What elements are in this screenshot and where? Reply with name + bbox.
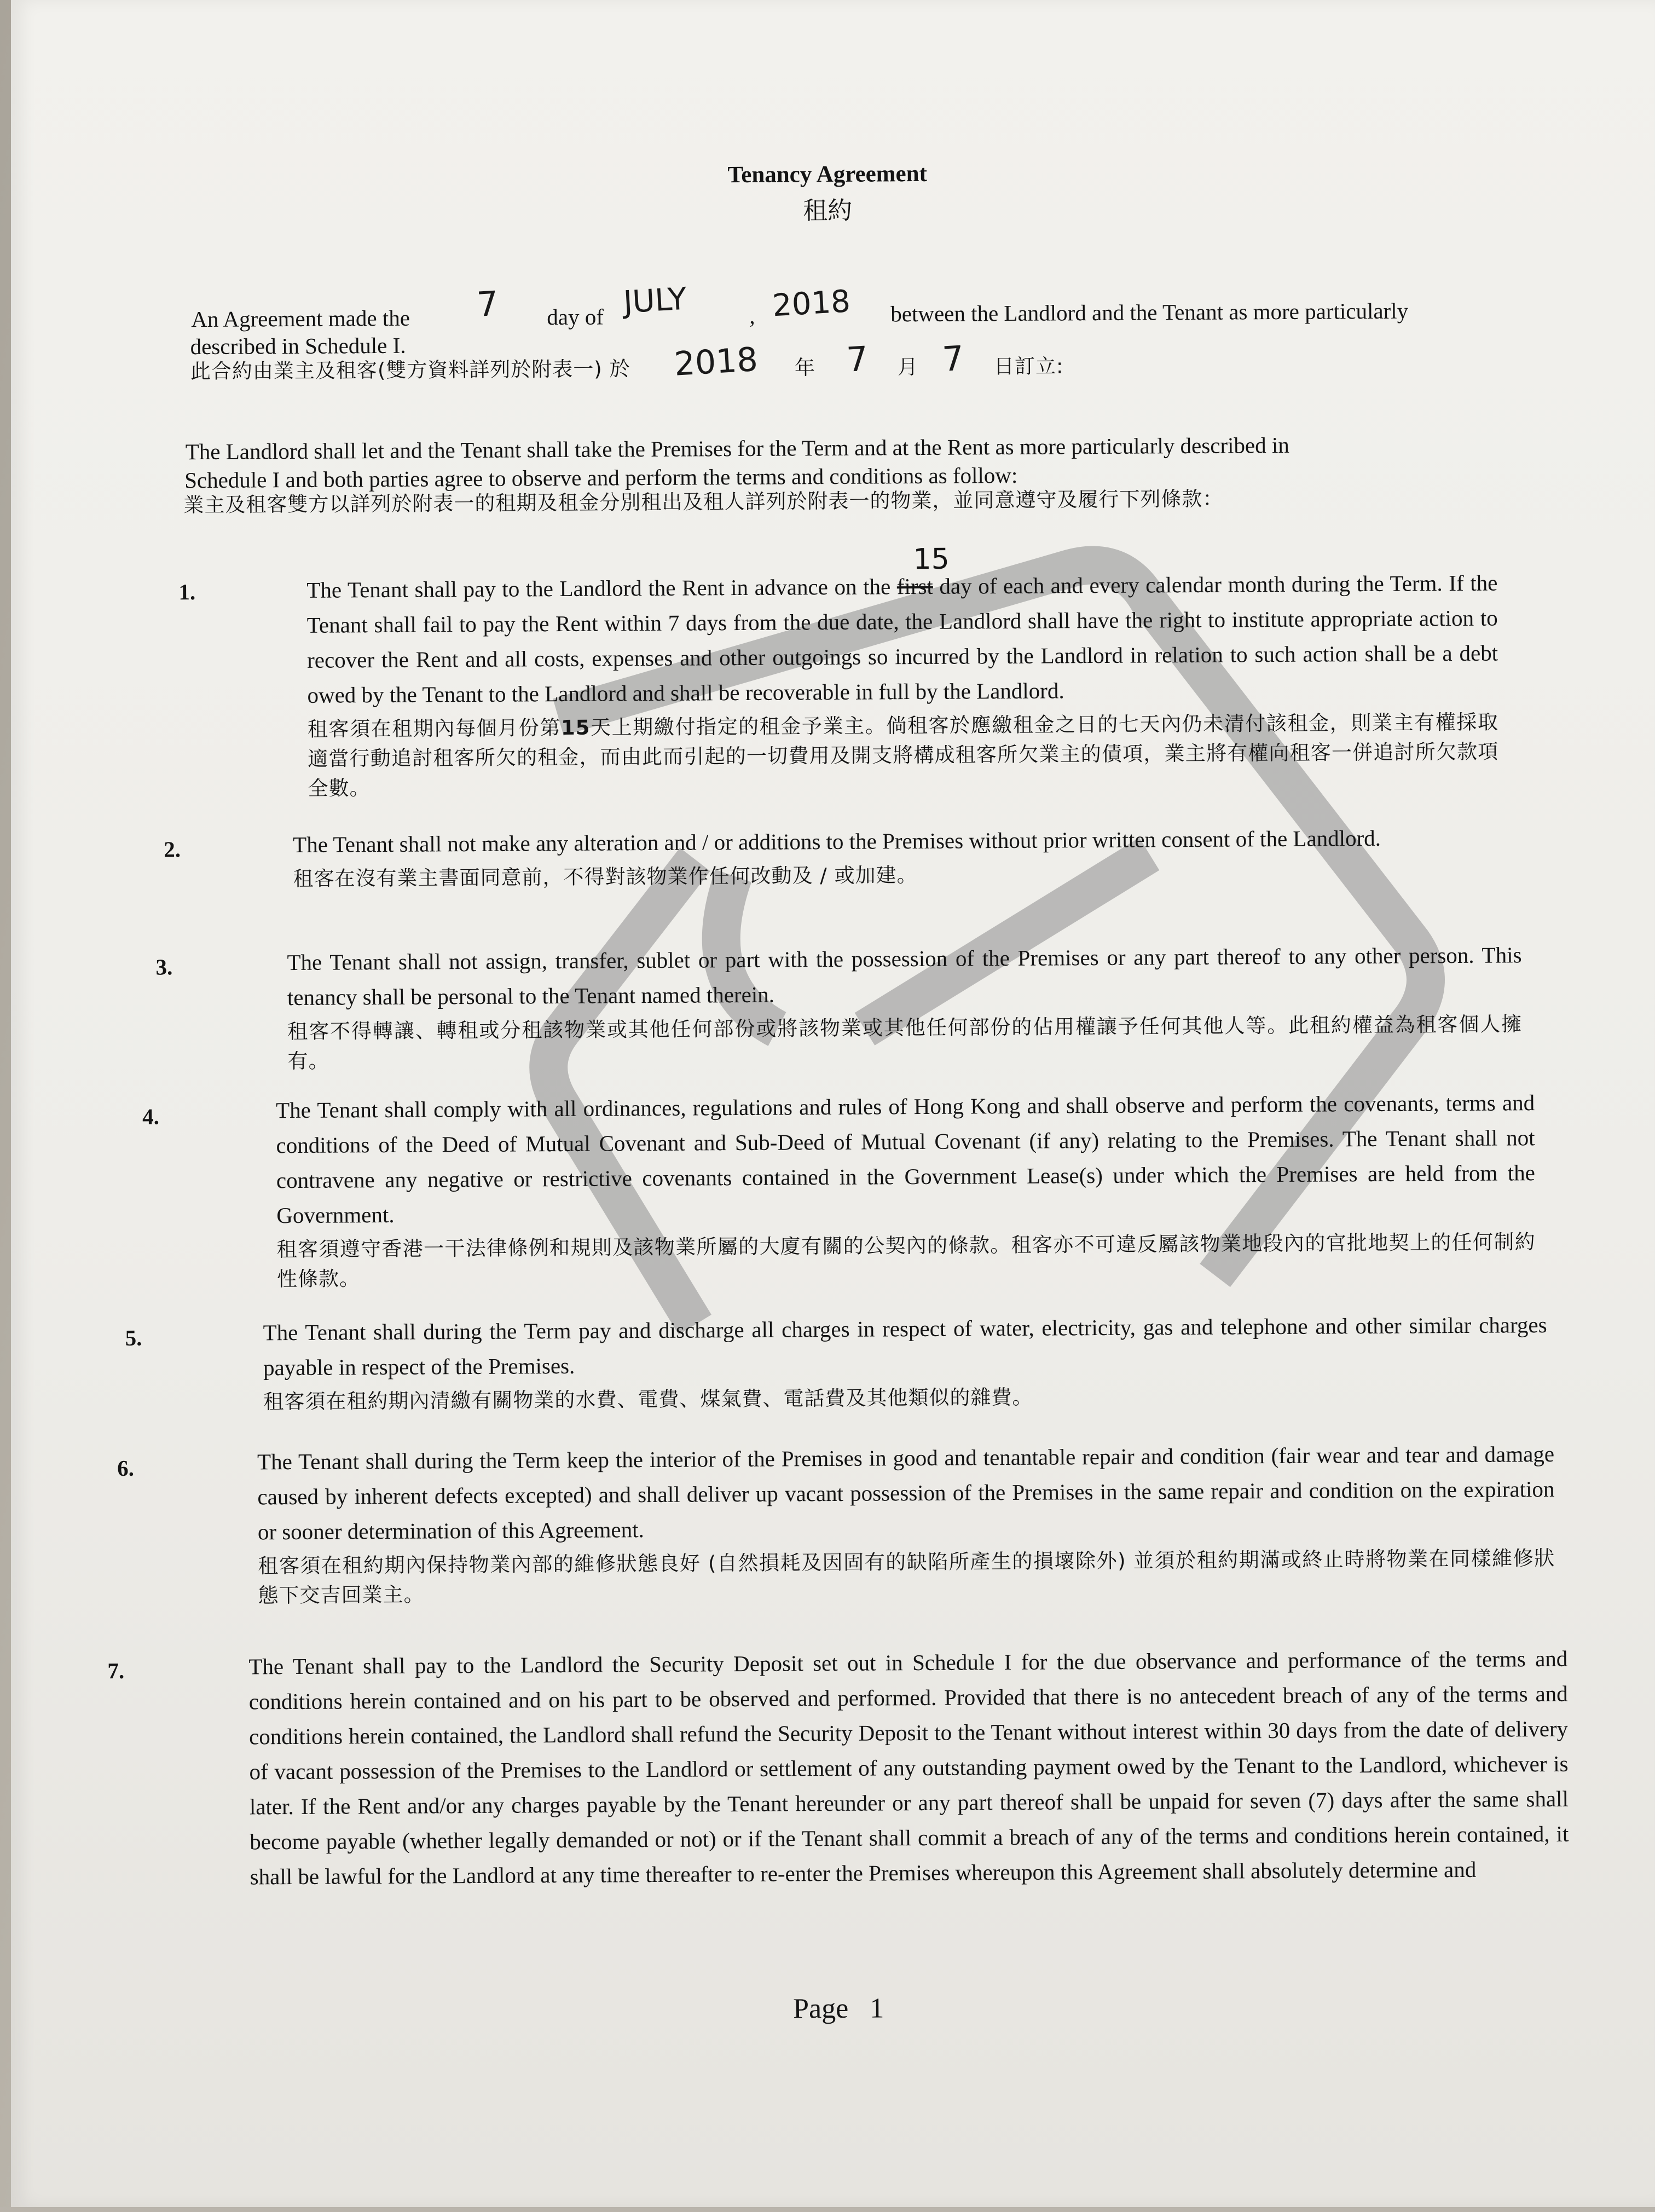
clause-7 (248, 1641, 1569, 1895)
clause-1-text-after: day of each and every calendar month during the Term. If the Tenant shall fail to pay the Rent within 7 days from the due date, the Landlord shall have the right to institute appropriate action to recover the Rent and all costs, expenses and other outgoings so incurred by the Landlord in relation to such action shall be a debt owed by the Tenant to the Landlord and shall be recoverable in full by the Landlord. (306, 570, 1498, 708)
clause-5 (263, 1307, 1547, 1417)
clause-2-chinese: 租客在沒有業主書面同意前，不得對該物業作任何改動及 / 或加建。 (293, 863, 918, 891)
page-number: 1 (870, 1992, 884, 2024)
document-title: Tenancy Agreement (727, 160, 928, 188)
clause-5-chinese: 租客須在租約期內清繳有關物業的水費、電費、煤氣費、電話費及其他類似的雜費。 (263, 1385, 1033, 1414)
clause-5-english: The Tenant shall during the Term pay and discharge all charges in respect of water, electricity, gas and telephone and other similar charges payable in respect of the Premises. (263, 1312, 1547, 1381)
clause-4 (276, 1085, 1536, 1294)
intro-line-2: described in Schedule I. (190, 332, 406, 360)
intro-suffix: between the Landlord and the Tenant as more particularly (890, 298, 1409, 327)
clause-3-chinese: 租客不得轉讓、轉租或分租該物業或其他任何部份或將該物業或其他任何部份的佔用權讓予任何其他人等。此租約權益為租客個人擁有。 (287, 1012, 1523, 1073)
clause-2-number: 2. (164, 836, 181, 862)
clause-7-number: 7. (107, 1657, 125, 1684)
clause-4-chinese: 租客須遵守香港一干法律條例和規則及該物業所屬的大廈有關的公契內的條款。租客亦不可違反屬該物業地段內的官批地契上的任何制約性條款。 (276, 1230, 1536, 1291)
intro-prefix: An Agreement made the (191, 305, 410, 332)
clause-6 (257, 1436, 1555, 1610)
intro-chinese-month-unit: 月 (897, 355, 919, 379)
clause-1-chinese-before: 租客須在租期內每個月份第 (307, 716, 562, 741)
clause-1-amendment (896, 542, 950, 599)
intro-comma: , (749, 303, 755, 328)
clause-3 (287, 937, 1522, 1076)
clause-1-chinese-after: 天上期繳付指定的租金予業主。倘租客於應繳租金之日的七天內仍未清付該租金，則業主有權採取適當行動追討租客所欠的租金，而由此而引起的一切費用及開支將構成租客所欠業主的債項，業主將有權向租客一併追討所欠款項全數。 (308, 710, 1499, 800)
page-label: Page (792, 1992, 849, 2025)
page-footer (16, 1988, 1655, 2030)
clause-6-number: 6. (117, 1455, 135, 1481)
clause-3-english: The Tenant shall not assign, transfer, sublet or part with the possession of the Premises or any part thereof to any other person. This tenancy shall be personal to the Tenant named therein. (287, 942, 1522, 1010)
clause-1-text-before: The Tenant shall pay to the Landlord the Rent in advance on the (306, 574, 891, 603)
clause-1-number: 1. (178, 579, 196, 605)
clause-6-chinese: 租客須在租約期內保持物業內部的維修狀態良好 (自然損耗及因固有的缺陷所產生的損壞除外) 並須於租約期滿或終止時將物業在同樣維修狀態下交吉回業主。 (258, 1546, 1555, 1608)
handwritten-zh-day: 7 (941, 338, 965, 379)
intro-chinese-year-unit: 年 (794, 356, 816, 380)
intro-day-of: day of (547, 304, 604, 330)
preamble-line-2: Schedule I and both parties agree to observe and perform the terms and conditions as follow: (184, 462, 1018, 493)
handwritten-day: 7 (476, 283, 500, 325)
intro-chinese-day-suffix: 日訂立: (993, 354, 1064, 379)
clause-7-english: The Tenant shall pay to the Landlord the Security Deposit set out in Schedule I for the due observance and performance of the terms and conditions herein contained and on his part to be observed and performed. Provided that there is no antecedent breach of any of the terms and conditions herein contained, the Landlord shall refund the Security Deposit to the Tenant without interest within 30 days from the date of delivery of vacant possession of the Premises to the Landlord or settlement of any outstanding payment owed by the Tenant to the Landlord, whichever is later. If the Rent and/or any charges payable by the Tenant hereunder or any part thereof shall be unpaid for seven (7) days after the same shall become payable (whether legally demanded or not) or if the Tenant shall commit a breach of any of the terms and conditions herein contained, it shall be lawful for the Landlord at any time thereafter to re-enter the Premises whereupon this Agreement shall absolutely determine and (248, 1645, 1569, 1890)
clause-1-struck-word: first (896, 573, 933, 599)
document-page (11, 0, 1655, 2207)
clause-1 (306, 542, 1499, 804)
handwritten-zh-month: 7 (845, 338, 870, 380)
clause-3-number: 3. (155, 954, 173, 980)
clause-1-english (306, 542, 1498, 713)
handwritten-zh-year: 2018 (673, 340, 759, 384)
clause-1-handwritten-day: 15 (913, 542, 950, 576)
clause-1-chinese (308, 708, 1499, 804)
handwritten-month: JULY (622, 281, 688, 321)
preamble-chinese: 業主及租客雙方以詳列於附表一的租期及租金分別租出及租人詳列於附表一的物業，並同意遵守及履行下列條款： (183, 487, 1224, 517)
intro-chinese-prefix: 此合約由業主及租客(雙方資料詳列於附表一) 於 (190, 357, 630, 384)
clause-5-number: 5. (125, 1325, 142, 1350)
handwritten-year: 2018 (771, 284, 852, 324)
intro-line-1 (191, 304, 410, 333)
clause-2-english: The Tenant shall not make any alteration and / or additions to the Premises without prior written consent of the Landlord. (293, 825, 1381, 858)
clause-1-chinese-handwritten: 15 (560, 715, 591, 740)
clause-6-english: The Tenant shall during the Term keep the interior of the Premises in good and tenantable repair and condition (fair wear and tear and damage caused by inherent defects excepted) and shall deliver up vacant possession of the Premises in the same repair and condition on the expiration or sooner determination of this Agreement. (257, 1441, 1555, 1545)
clause-4-number: 4. (142, 1104, 160, 1129)
clause-2 (293, 819, 1515, 894)
clause-4-english: The Tenant shall comply with all ordinances, regulations and rules of Hong Kong and shall observe and perform the covenants, terms and conditions of the Deed of Mutual Covenant and Sub-Deed of Mutual Covenant (if any) relating to the Premises. The Tenant shall not contravene any negative or restrictive covenants contained in the Government Lease(s) under which the Premises are held from the Government. (276, 1090, 1536, 1228)
document-title-chinese: 租約 (802, 195, 853, 226)
preamble-line-1: The Landlord shall let and the Tenant shall take the Premises for the Term and at the Rent as more particularly described in (185, 432, 1289, 465)
